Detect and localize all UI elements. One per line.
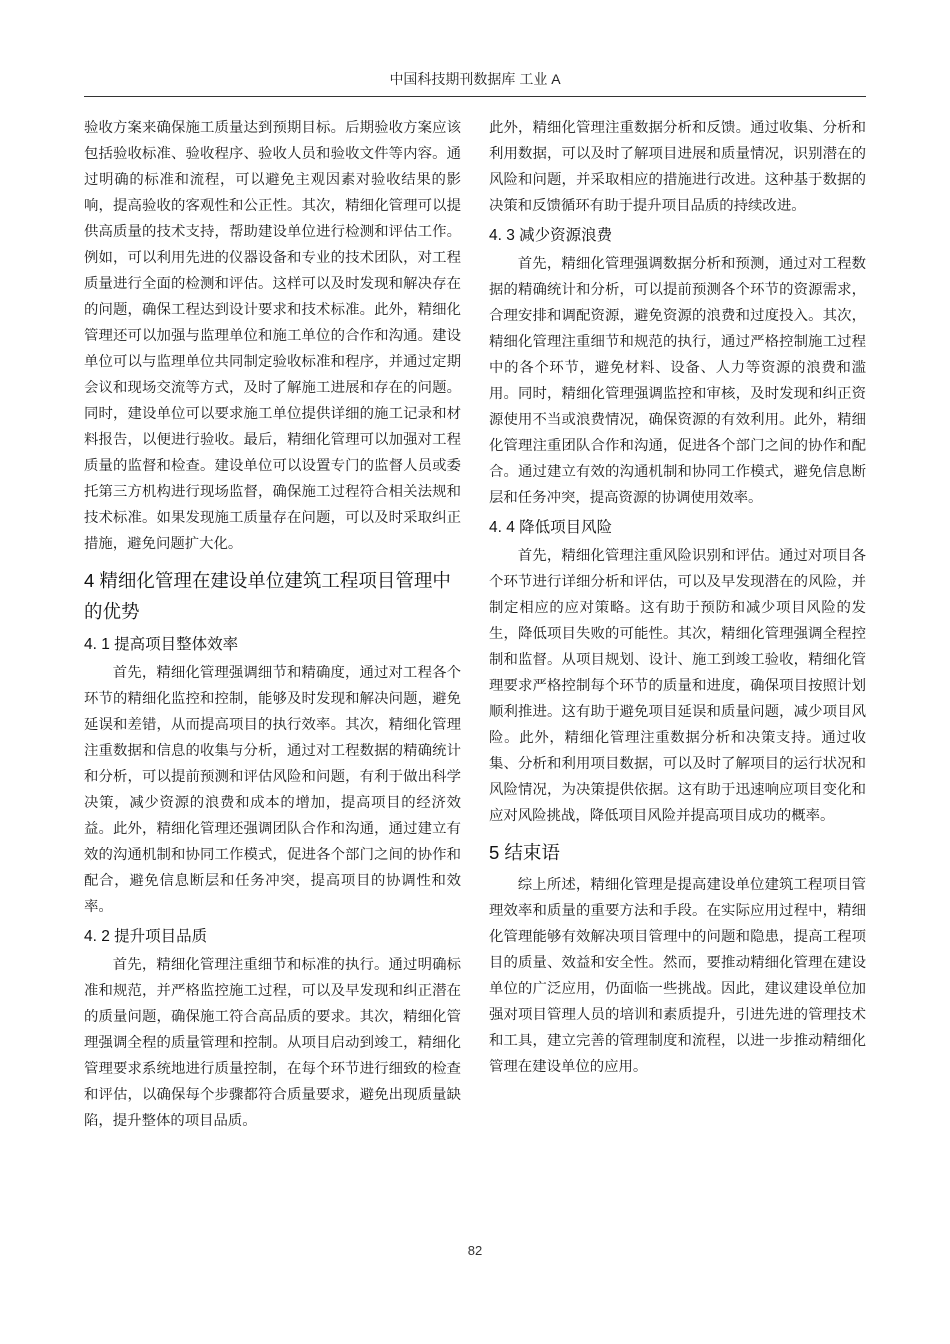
journal-header: 中国科技期刊数据库 工业 A: [389, 71, 561, 87]
subsection-heading-4-1: 4. 1 提高项目整体效率: [84, 636, 239, 653]
paragraph-4-4: 首先，精细化管理注重风险识别和评估。通过对项目各个环节进行详细分析和评估，可以及早发现潜在的风险，并制定相应的应对策略。这有助于预防和减少项目风险的发生，降低项目失败的可能性。其次，精细化管理强调全程控制和监督。从项目规划、设计、施工到竣工验收，精细化管理要求严格控制每个环节的质量和进度，确保项目按照计划顺利推进。这有助于避免项目延误和质量问题，减少项目风险。此外，精细化管理注重数据分析和决策支持。通过收集、分析和利用项目数据，可以及时了解项目的运行状况和风险情况，为决策提供依据。这有助于迅速响应项目变化和应对风险挑战，降低项目风险并提高项目成功的概率。: [489, 548, 866, 824]
subsection-heading-4-4: 4. 4 降低项目风险: [489, 519, 613, 536]
left-column: [84, 115, 461, 1134]
page-number: 82: [467, 1243, 483, 1258]
subsection-heading-4-2: 4. 2 提升项目品质: [84, 928, 208, 945]
section-heading-4: 4 精细化管理在建设单位建筑工程项目管理中的优势: [84, 570, 451, 622]
paragraph-4-2-continued: 此外，精细化管理注重数据分析和反馈。通过收集、分析和利用数据，可以及时了解项目进展和质量情况，识别潜在的风险和问题，并采取相应的措施进行改进。这种基于数据的决策和反馈循环有助于提升项目品质的持续改进。: [489, 120, 866, 214]
paragraph-4-2: 首先，精细化管理注重细节和标准的执行。通过明确标准和规范，并严格监控施工过程，可以及早发现和纠正潜在的质量问题，确保施工符合高品质的要求。其次，精细化管理强调全程的质量管理和控制。从项目启动到竣工，精细化管理要求系统地进行质量控制，在每个环节进行细致的检查和评估，以确保每个步骤都符合质量要求，避免出现质量缺陷，提升整体的项目品质。: [84, 957, 461, 1129]
right-column: [489, 115, 866, 1080]
paragraph-4-1: 首先，精细化管理强调细节和精确度，通过对工程各个环节的精细化监控和控制，能够及时发现和解决问题，避免延误和差错，从而提高项目的执行效率。其次，精细化管理注重数据和信息的收集与分析，通过对工程数据的精确统计和分析，可以提前预测和评估风险和问题，有利于做出科学决策，减少资源的浪费和成本的增加，提高项目的经济效益。此外，精细化管理还强调团队合作和沟通，通过建立有效的沟通机制和协同工作模式，促进各个部门之间的协作和配合，避免信息断层和任务冲突，提高项目的协调性和效率。: [84, 665, 461, 915]
subsection-heading-4-3: 4. 3 减少资源浪费: [489, 227, 613, 244]
paragraph-acceptance-continued: 验收方案来确保施工质量达到预期目标。后期验收方案应该包括验收标准、验收程序、验收人员和验收文件等内容。通过明确的标准和流程，可以避免主观因素对验收结果的影响，提高验收的客观性和公正性。其次，精细化管理可以提供高质量的技术支持，帮助建设单位进行检测和评估工作。例如，可以利用先进的仪器设备和专业的技术团队，对工程质量进行全面的检测和评估。这样可以及时发现和解决存在的问题，确保工程达到设计要求和技术标准。此外，精细化管理还可以加强与监理单位和施工单位的合作和沟通。建设单位可以与监理单位共同制定验收标准和程序，并通过定期会议和现场交流等方式，及时了解施工进展和存在的问题。同时，建设单位可以要求施工单位提供详细的施工记录和材料报告，以便进行验收。最后，精细化管理可以加强对工程质量的监督和检查。建设单位可以设置专门的监督人员或委托第三方机构进行现场监督，确保施工过程符合相关法规和技术标准。如果发现施工质量存在问题，可以及时采取纠正措施，避免问题扩大化。: [84, 120, 461, 552]
paragraph-5-conclusion: 综上所述，精细化管理是提高建设单位建筑工程项目管理效率和质量的重要方法和手段。在实际应用过程中，精细化管理能够有效解决项目管理中的问题和隐患，提高工程项目的质量、效益和安全性。然而，要推动精细化管理在建设单位的广泛应用，仍面临一些挑战。因此，建议建设单位加强对项目管理人员的培训和素质提升，引进先进的管理技术和工具，建立完善的管理制度和流程，以进一步推动精细化管理在建设单位的应用。: [489, 877, 866, 1075]
paragraph-4-3: 首先，精细化管理强调数据分析和预测，通过对工程数据的精确统计和分析，可以提前预测各个环节的资源需求，合理安排和调配资源，避免资源的浪费和过度投入。其次，精细化管理注重细节和规范的执行，通过严格控制施工过程中的各个环节，避免材料、设备、人力等资源的浪费和滥用。同时，精细化管理强调监控和审核，及时发现和纠正资源使用不当或浪费情况，确保资源的有效利用。此外，精细化管理注重团队合作和沟通，促进各个部门之间的协作和配合。通过建立有效的沟通机制和协同工作模式，避免信息断层和任务冲突，提高资源的协调使用效率。: [489, 256, 866, 506]
section-heading-5: 5 结束语: [489, 842, 560, 863]
header-rule: [84, 96, 866, 97]
